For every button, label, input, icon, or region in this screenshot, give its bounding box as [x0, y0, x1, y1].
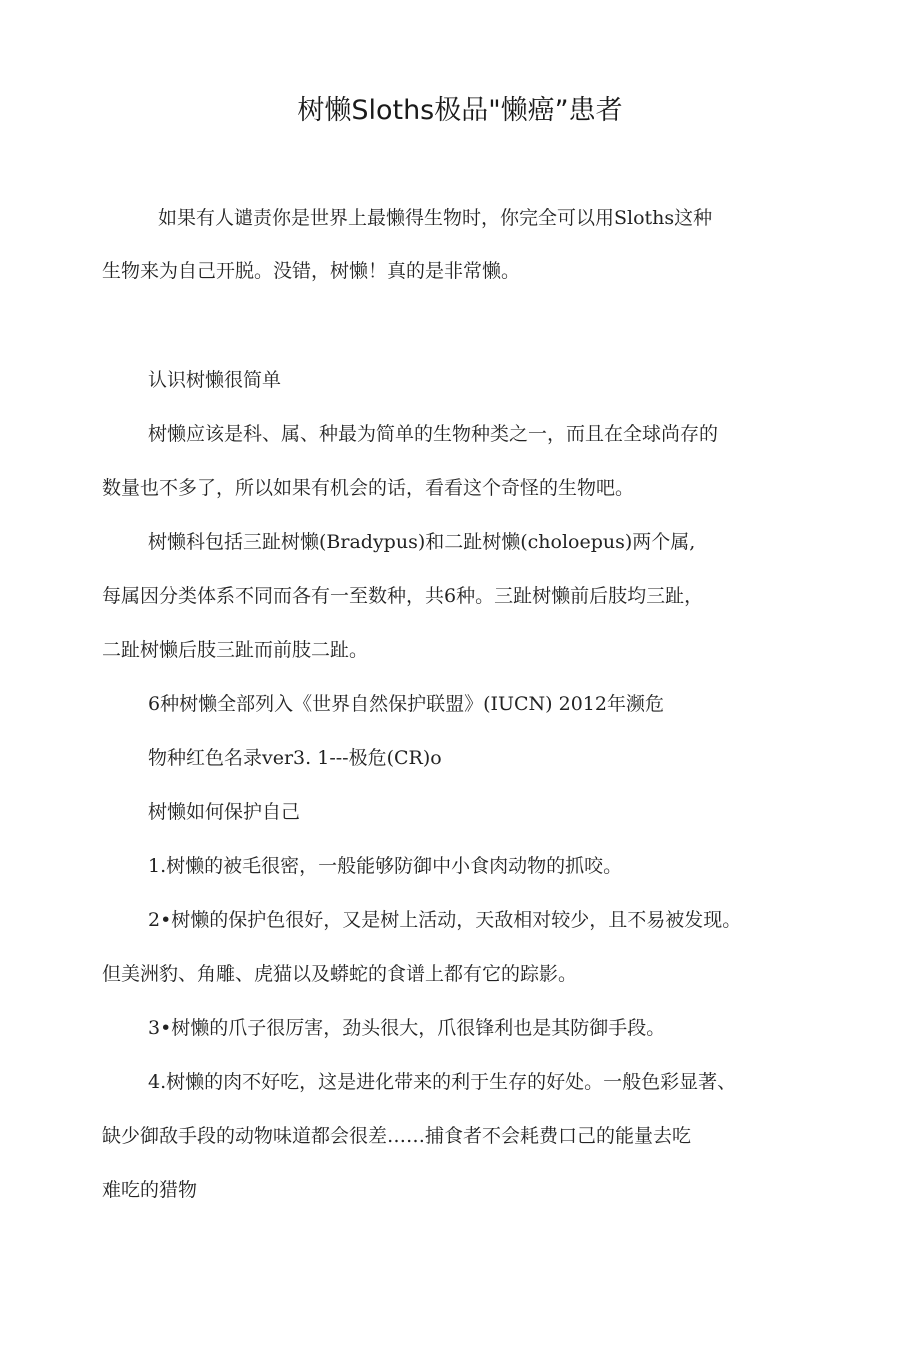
list-item-3: 3•树懒的爪子很厉害，劲头很大，爪很锋利也是其防御手段。	[148, 1017, 666, 1039]
intro-line-1: 如果有人谴责你是世界上最懒得生物时，你完全可以用Sloths这种	[158, 207, 713, 229]
list-item-1: 1.树懒的被毛很密，一般能够防御中小食肉动物的抓咬。	[148, 855, 623, 877]
list-item-4-line-2: 缺少御敌手段的动物味道都会很差……捕食者不会耗费口己的能量去吃	[102, 1125, 692, 1147]
list-item-4-line-1: 4.树懒的肉不好吃，这是进化带来的利于生存的好处。一般色彩显著、	[148, 1071, 737, 1093]
paragraph-2-line-2: 每属因分类体系不同而各有一至数种，共6种。三趾树懒前后肢均三趾，	[102, 585, 704, 607]
list-item-2-line-1: 2•树懒的保护色很好，又是树上活动，天敌相对较少，且不易被发现。	[148, 909, 742, 931]
list-item-4-line-3: 难吃的猎物	[102, 1179, 198, 1201]
paragraph-1-line-2: 数量也不多了，所以如果有机会的话，看看这个奇怪的生物吧。	[102, 477, 635, 499]
section-heading-know: 认识树懒很简单	[148, 369, 282, 391]
paragraph-3-line-1: 6种树懒全部列入《世界自然保护联盟》(IUCN) 2012年濒危	[148, 693, 664, 715]
document-title: 树懒Sloths极品"懒癌”患者	[297, 95, 623, 126]
paragraph-2-line-1: 树懒科包括三趾树懒(Bradypus)和二趾树懒(choloepus)两个属,	[148, 531, 696, 553]
paragraph-2-line-3: 二趾树懒后肢三趾而前肢二趾。	[102, 639, 369, 661]
list-item-2-line-2: 但美洲豹、角雕、虎猫以及蟒蛇的食谱上都有它的踪影。	[102, 963, 578, 985]
section-heading-protect: 树懒如何保护自己	[148, 801, 301, 823]
intro-line-2: 生物来为自己开脱。没错，树懒！真的是非常懒。	[102, 260, 521, 282]
paragraph-1-line-1: 树懒应该是科、属、种最为简单的生物种类之一，而且在全球尚存的	[148, 423, 719, 445]
paragraph-3-line-2: 物种红色名录ver3. 1---极危(CR)o	[148, 747, 442, 769]
